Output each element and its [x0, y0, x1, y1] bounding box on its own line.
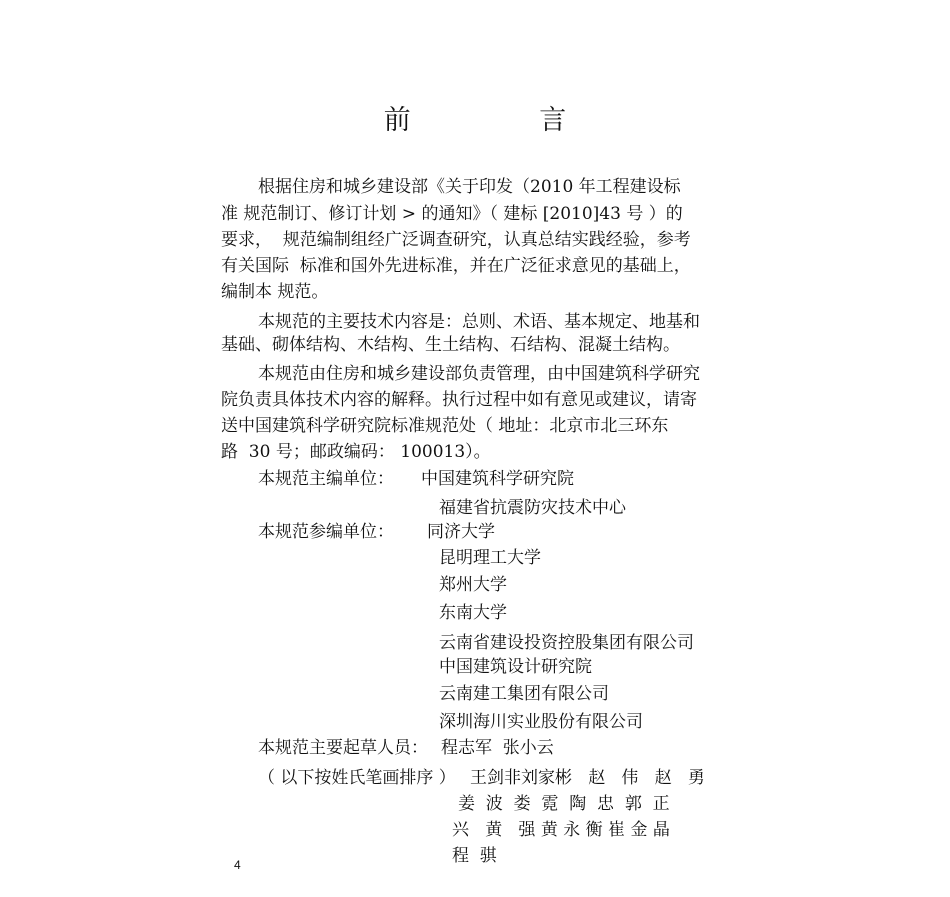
- chief-editor-unit: 中国建筑科学研究院: [421, 469, 574, 489]
- paragraph-1-line-4: 有关国际 标准和国外先进标准，并在广泛征求意见的基础上，: [221, 256, 691, 276]
- drafters-row: 姜 波 娄 霓 陶 忠 郭 正: [458, 794, 670, 814]
- page-number: 4: [234, 858, 241, 872]
- drafters-label: 本规范主要起草人员：: [258, 738, 428, 758]
- page-title: 前 言: [383, 105, 627, 136]
- participant-unit: 同济大学: [427, 522, 495, 542]
- participant-unit: 云南建工集团有限公司: [439, 684, 609, 704]
- paragraph-1-line-2: 准 规范制订、修订计划 > 的通知》（ 建标 [2010]43 号 ）的: [221, 204, 683, 224]
- paragraph-3-line-4: 路 30 号；邮政编码： 100013）。: [221, 442, 491, 462]
- paragraph-1-line-3: 要求， 规范编制组经广泛调查研究，认真总结实践经验，参考: [221, 230, 691, 250]
- participant-unit: 郑州大学: [439, 575, 507, 595]
- paragraph-2-line-2: 基础、砌体结构、木结构、生土结构、石结构、混凝土结构。: [221, 335, 680, 355]
- chief-editor-unit: 福建省抗震防灾技术中心: [439, 498, 626, 518]
- drafters-row: 兴 黄 强 黄 永 衡 崔 金 晶: [452, 820, 670, 840]
- drafters-row: 王剑非刘家彬 赵 伟 赵 勇: [470, 768, 705, 788]
- participant-unit: 东南大学: [439, 603, 507, 623]
- paragraph-3-line-2: 院负责具体技术内容的解释。执行过程中如有意见或建议，请寄: [221, 390, 697, 410]
- paragraph-3-line-3: 送中国建筑科学研究院标准规范处（ 地址：北京市北三环东: [221, 416, 669, 436]
- paragraph-1-line-5: 编制本 规范。: [221, 282, 329, 302]
- paragraph-2-line-1: 本规范的主要技术内容是：总则、术语、基本规定、地基和: [258, 312, 700, 332]
- participant-unit: 云南省建设投资控股集团有限公司: [439, 633, 694, 653]
- chief-editor-label: 本规范主编单位：: [258, 469, 394, 489]
- drafters-main: 程志军 张小云: [441, 738, 554, 758]
- participants-label: 本规范参编单位：: [258, 522, 394, 542]
- drafters-order-note: （ 以下按姓氏笔画排序 ）: [258, 768, 456, 788]
- paragraph-1-line-1: 根据住房和城乡建设部《关于印发（2010 年工程建设标: [258, 177, 681, 197]
- paragraph-3-line-1: 本规范由住房和城乡建设部负责管理，由中国建筑科学研究: [258, 364, 700, 384]
- participant-unit: 深圳海川实业股份有限公司: [439, 712, 643, 732]
- drafters-row: 程 骐: [452, 846, 497, 866]
- participant-unit: 昆明理工大学: [439, 548, 541, 568]
- participant-unit: 中国建筑设计研究院: [439, 657, 592, 677]
